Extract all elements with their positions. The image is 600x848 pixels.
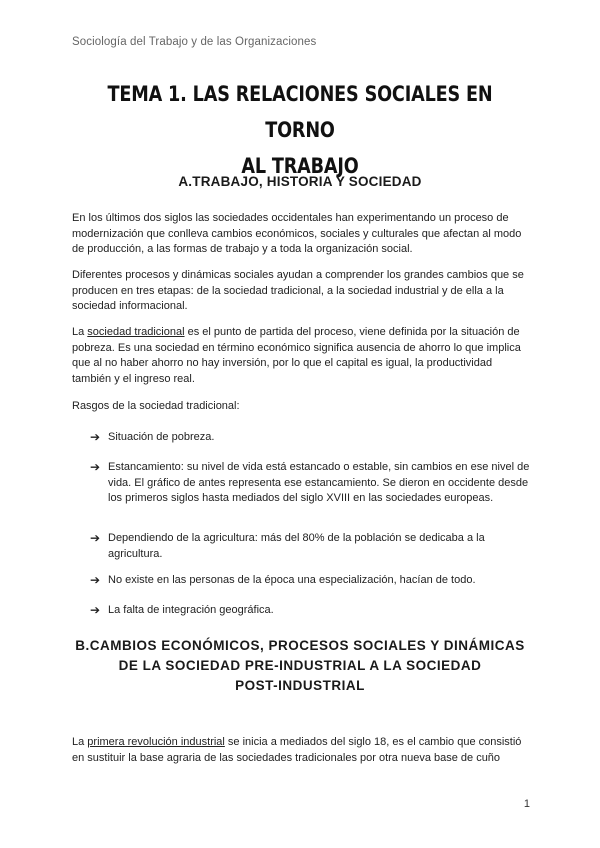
list-item [90, 531, 534, 562]
list-item-text: Dependiendo de la agricultura: más del 80% de la población se dedicaba a la agricultura. [108, 532, 485, 560]
section-b-line-2: DE LA SOCIEDAD PRE-INDUSTRIAL A LA SOCIEDAD [118, 658, 482, 673]
section-b-heading [60, 636, 540, 696]
list-item-text: La falta de integración geográfica. [108, 604, 274, 616]
paragraph-modernization: En los últimos dos siglos las sociedades occidentales han experimentando un proceso de modernización que conlleva cambios económicos, sociales y culturales que afectan al modo de producción, a las formas de trabajo y a toda la organización social. [72, 212, 522, 255]
running-header: Sociología del Trabajo y de las Organizaciones [72, 36, 317, 48]
paragraph4-body: se inicia a mediados del siglo 18, es el cambio que consistió en sustituir la base agraria de las sociedades tradicionales por otra nueva base de cuño [72, 736, 522, 764]
section-a-heading: A.TRABAJO, HISTORIA Y SOCIEDAD [178, 174, 422, 189]
title-line-1: TEMA 1. LAS RELACIONES SOCIALES EN TORNO [107, 82, 493, 142]
paragraph-traditional-society [72, 325, 534, 387]
term-sociedad-tradicional: sociedad tradicional [87, 326, 185, 338]
arrow-right-icon: ➔ [90, 603, 101, 617]
list-item [90, 460, 534, 507]
list-item-text: Situación de pobreza. [108, 431, 215, 443]
paragraph3-prefix: La [72, 326, 88, 338]
traits-intro: Rasgos de la sociedad tradicional: [72, 400, 240, 412]
arrow-right-icon: ➔ [90, 531, 101, 545]
arrow-right-icon: ➔ [90, 460, 101, 474]
list-item-text: No existe en las personas de la época una especialización, hacían de todo. [108, 574, 476, 586]
paragraph-industrial-revolution [72, 735, 534, 766]
list-item [90, 603, 534, 619]
title-line-2: AL TRABAJO [241, 154, 359, 178]
list-item-text: Estancamiento: su nivel de vida está estancado o estable, sin cambios en ese nivel de vida. El gráfico de antes representa ese estancamiento. Se dieron en occidente desde los primeros siglos hasta mediados del siglo XVIII en las sociedades europeas. [108, 461, 530, 504]
paragraph4-prefix: La [72, 736, 88, 748]
document-title [82, 76, 519, 184]
page-number: 1 [523, 798, 530, 810]
list-item [90, 430, 534, 446]
section-b-line-3: POST-INDUSTRIAL [235, 678, 365, 693]
arrow-right-icon: ➔ [90, 430, 101, 444]
list-item [90, 573, 534, 589]
section-b-line-1: B.CAMBIOS ECONÓMICOS, PROCESOS SOCIALES Y DINÁMICAS [75, 638, 525, 653]
arrow-right-icon: ➔ [90, 573, 101, 587]
term-primera-revolucion-industrial: primera revolución industrial [87, 736, 225, 748]
paragraph3-body: es el punto de partida del proceso, viene definida por la situación de pobreza. Es una sociedad en término económico significa ausencia de ahorro lo que implica que al no haber ahorro no hay inversión, por lo que el capital es igual, la productividad también y el ingreso real. [72, 326, 521, 385]
paragraph-three-stages: Diferentes procesos y dinámicas sociales ayudan a comprender los grandes cambios que se producen en tres etapas: de la sociedad tradicional, a la sociedad industrial y de ella a la sociedad informacional. [72, 269, 524, 312]
